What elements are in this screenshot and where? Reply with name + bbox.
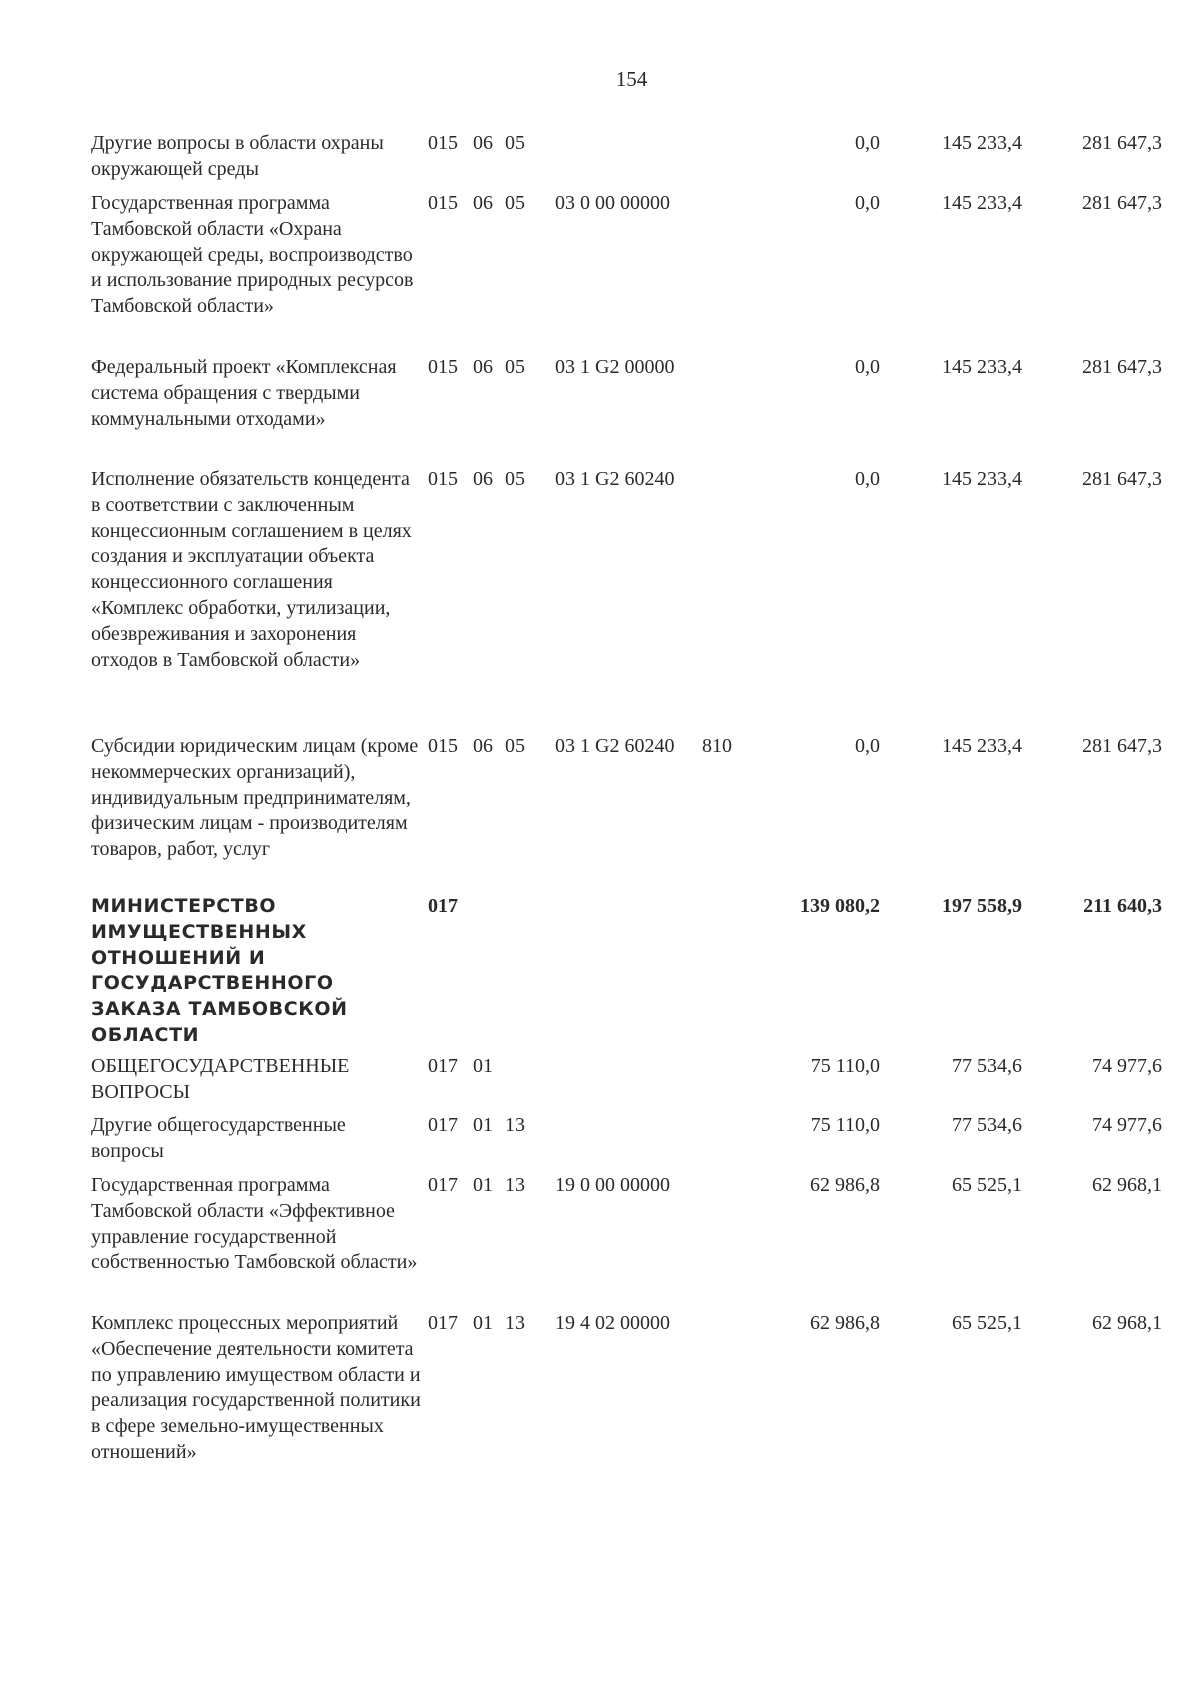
- row-value-1: 0,0: [855, 192, 880, 214]
- row-name: Субсидии юридическим лицам (кроме некоммерческих организаций), индивидуальным предпринимателям, физическим лицам - производителям товаров, работ, услуг: [91, 735, 419, 861]
- row-target-code: 03 1 G2 60240: [555, 468, 675, 490]
- row-value-2: 77 534,6: [952, 1055, 1022, 1077]
- row-value-3: 62 968,1: [1092, 1312, 1162, 1334]
- row-subsection-code: 05: [505, 192, 525, 214]
- row-value-1: 75 110,0: [810, 1114, 880, 1136]
- row-name: Другие общегосударственные вопросы: [91, 1114, 346, 1162]
- row-section-code: 06: [473, 192, 493, 214]
- row-ved-code: 015: [428, 735, 458, 757]
- row-name: Исполнение обязательств концедента в соответствии с заключенным концессионным соглашением в целях создания и эксплуатации объекта концессионного соглашения «Комплекс обработки, утилизации, обезвреживания и захоронения отходов в Тамбовской области»: [91, 468, 412, 671]
- row-value-2: 65 525,1: [952, 1174, 1022, 1196]
- row-name: Государственная программа Тамбовской области «Эффективное управление государственной собственностью Тамбовской области»: [91, 1174, 418, 1274]
- row-ved-code: 017: [428, 1055, 458, 1077]
- row-ved-code: 015: [428, 356, 458, 378]
- row-ved-code: 015: [428, 132, 458, 154]
- row-value-2: 145 233,4: [942, 192, 1022, 214]
- row-value-1: 0,0: [855, 132, 880, 154]
- row-name: Федеральный проект «Комплексная система обращения с твердыми коммунальными отходами»: [91, 356, 397, 430]
- row-subsection-code: 05: [505, 735, 525, 757]
- row-value-2: 197 558,9: [942, 895, 1022, 917]
- row-value-1: 62 986,8: [810, 1312, 880, 1334]
- row-target-code: 03 1 G2 00000: [555, 356, 675, 378]
- row-section-code: 06: [473, 735, 493, 757]
- row-section-code: 01: [473, 1312, 493, 1334]
- row-expense-type: 810: [702, 735, 732, 757]
- row-subsection-code: 13: [505, 1312, 525, 1334]
- row-target-code: 19 0 00 00000: [555, 1174, 670, 1196]
- row-ved-code: 017: [428, 895, 458, 917]
- row-value-3: 281 647,3: [1082, 132, 1162, 154]
- row-value-1: 0,0: [855, 735, 880, 757]
- row-value-2: 145 233,4: [942, 132, 1022, 154]
- row-name: МИНИСТЕРСТВО ИМУЩЕСТВЕННЫХ ОТНОШЕНИЙ И ГОСУДАРСТВЕННОГО ЗАКАЗА ТАМБОВСКОЙ ОБЛАСТИ: [91, 895, 348, 1046]
- row-value-3: 281 647,3: [1082, 468, 1162, 490]
- row-target-code: 19 4 02 00000: [555, 1312, 670, 1334]
- row-section-code: 01: [473, 1174, 493, 1196]
- row-subsection-code: 05: [505, 356, 525, 378]
- row-section-code: 01: [473, 1055, 493, 1077]
- row-value-1: 75 110,0: [810, 1055, 880, 1077]
- row-value-1: 139 080,2: [800, 895, 880, 917]
- row-name: Государственная программа Тамбовской области «Охрана окружающей среды, воспроизводство и использование природных ресурсов Тамбовской области»: [91, 192, 414, 318]
- row-section-code: 06: [473, 132, 493, 154]
- row-name: ОБЩЕГОСУДАРСТВЕННЫЕ ВОПРОСЫ: [91, 1055, 350, 1103]
- row-name: Комплекс процессных мероприятий «Обеспечение деятельности комитета по управлению имуществом области и реализация государственной политики в сфере земельно-имущественных отношений»: [91, 1312, 421, 1463]
- row-ved-code: 015: [428, 468, 458, 490]
- row-value-1: 0,0: [855, 468, 880, 490]
- row-value-3: 281 647,3: [1082, 735, 1162, 757]
- row-subsection-code: 05: [505, 468, 525, 490]
- row-name: Другие вопросы в области охраны окружающей среды: [91, 132, 384, 180]
- row-value-3: 74 977,6: [1092, 1055, 1162, 1077]
- row-target-code: 03 1 G2 60240: [555, 735, 675, 757]
- row-value-3: 281 647,3: [1082, 356, 1162, 378]
- row-subsection-code: 05: [505, 132, 525, 154]
- row-value-3: 62 968,1: [1092, 1174, 1162, 1196]
- row-ved-code: 017: [428, 1174, 458, 1196]
- row-subsection-code: 13: [505, 1114, 525, 1136]
- row-subsection-code: 13: [505, 1174, 525, 1196]
- page-number: 154: [615, 67, 648, 91]
- row-ved-code: 015: [428, 192, 458, 214]
- row-section-code: 06: [473, 356, 493, 378]
- row-section-code: 01: [473, 1114, 493, 1136]
- row-section-code: 06: [473, 468, 493, 490]
- row-value-3: 211 640,3: [1083, 895, 1162, 917]
- row-value-2: 77 534,6: [952, 1114, 1022, 1136]
- row-value-1: 62 986,8: [810, 1174, 880, 1196]
- row-ved-code: 017: [428, 1312, 458, 1334]
- row-value-2: 65 525,1: [952, 1312, 1022, 1334]
- row-value-2: 145 233,4: [942, 735, 1022, 757]
- row-value-3: 74 977,6: [1092, 1114, 1162, 1136]
- row-target-code: 03 0 00 00000: [555, 192, 670, 214]
- row-value-2: 145 233,4: [942, 356, 1022, 378]
- row-value-1: 0,0: [855, 356, 880, 378]
- row-ved-code: 017: [428, 1114, 458, 1136]
- row-value-3: 281 647,3: [1082, 192, 1162, 214]
- row-value-2: 145 233,4: [942, 468, 1022, 490]
